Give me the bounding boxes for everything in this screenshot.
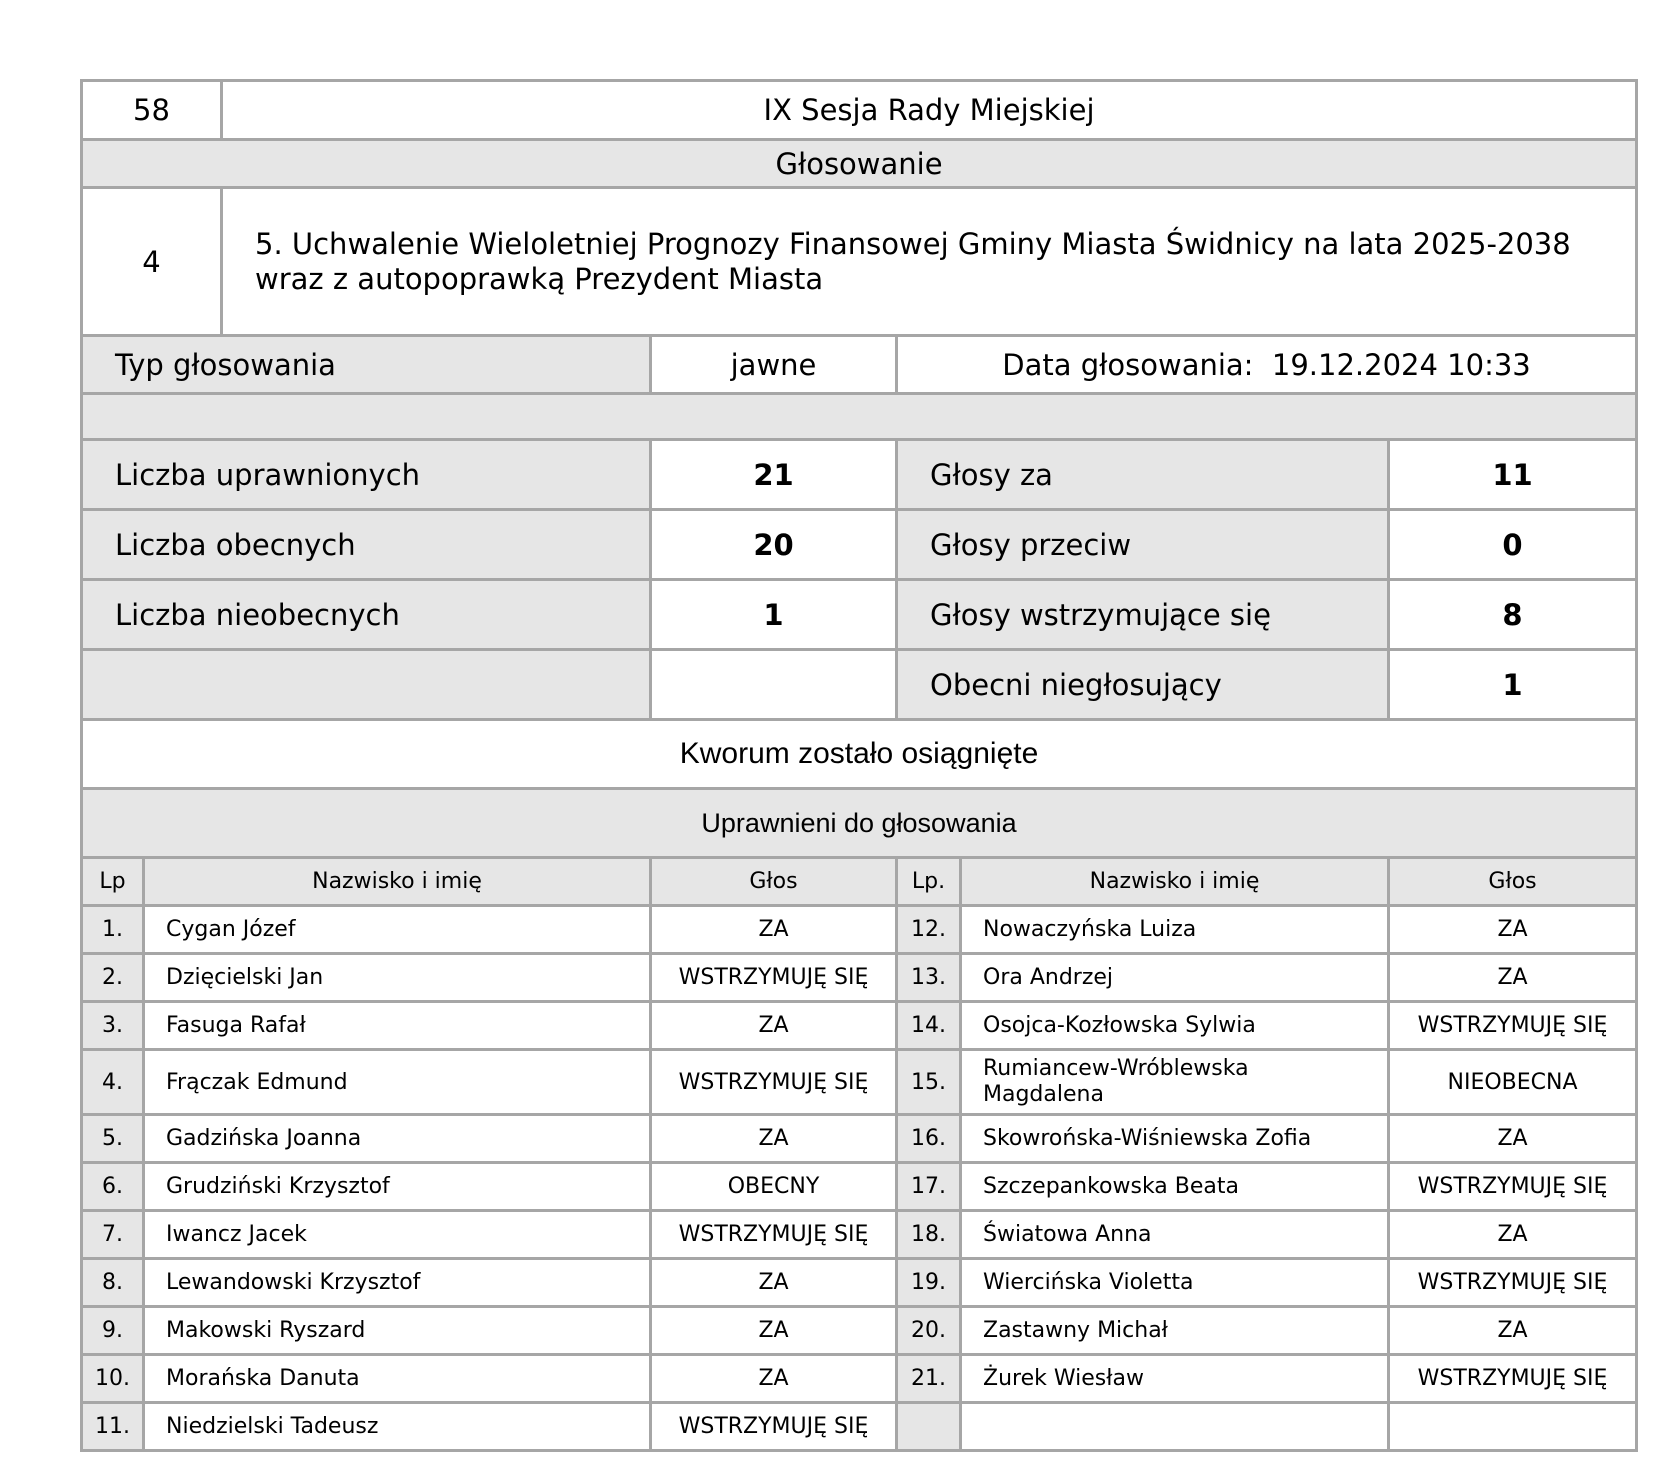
row-lp: 5. xyxy=(82,1115,144,1163)
row-vote: WSTRZYMUJĘ SIĘ xyxy=(651,1403,897,1451)
present-value: 20 xyxy=(651,510,897,580)
row-vote: ZA xyxy=(651,1259,897,1307)
row-name: Lewandowski Krzysztof xyxy=(144,1259,651,1307)
stats-row-1 xyxy=(82,440,1637,510)
row-lp: 6. xyxy=(82,1163,144,1211)
row-name: Dzięcielski Jan xyxy=(144,954,651,1002)
present-not-voting-value: 1 xyxy=(1389,650,1637,720)
vote-date-label: Data głosowania: xyxy=(1002,347,1254,382)
table-row xyxy=(82,1307,1637,1355)
row-name: Cygan Józef xyxy=(144,906,651,954)
present-label: Liczba obecnych xyxy=(82,510,651,580)
for-label: Głosy za xyxy=(897,440,1389,510)
col-name-right: Nazwisko i imię xyxy=(961,858,1389,906)
row-lp: 10. xyxy=(82,1355,144,1403)
row-vote: ZA xyxy=(651,1115,897,1163)
absent-label: Liczba nieobecnych xyxy=(82,580,651,650)
table-row xyxy=(82,906,1637,954)
abstain-value: 8 xyxy=(1389,580,1637,650)
table-row xyxy=(82,1115,1637,1163)
row-vote: WSTRZYMUJĘ SIĘ xyxy=(1389,1259,1637,1307)
row-name xyxy=(961,1403,1389,1451)
row-vote: ZA xyxy=(1389,1211,1637,1259)
row-name: Morańska Danuta xyxy=(144,1355,651,1403)
spacer-cell xyxy=(82,394,1637,440)
row-lp: 7. xyxy=(82,1211,144,1259)
item-title-line1: 5. Uchwalenie Wieloletniej Prognozy Finansowej Gminy Miasta Świdnicy na lata 2025-2038 xyxy=(255,226,1571,261)
entitled-value: 21 xyxy=(651,440,897,510)
row-name: Grudziński Krzysztof xyxy=(144,1163,651,1211)
quorum-text: Kworum zostało osiągnięte xyxy=(82,720,1637,789)
stats-row-4 xyxy=(82,650,1637,720)
table-row xyxy=(82,1211,1637,1259)
table-row xyxy=(82,1259,1637,1307)
item-number: 4 xyxy=(82,188,222,336)
vote-info-row xyxy=(82,336,1637,394)
empty-stat-value xyxy=(651,650,897,720)
row-name: Iwancz Jacek xyxy=(144,1211,651,1259)
row-vote: ZA xyxy=(1389,906,1637,954)
session-title: IX Sesja Rady Miejskiej xyxy=(222,81,1637,140)
table-row xyxy=(82,954,1637,1002)
row-name: Nowaczyńska Luiza xyxy=(961,906,1389,954)
row-name: Rumiancew-Wróblewska Magdalena xyxy=(961,1050,1389,1115)
col-lp-left: Lp xyxy=(82,858,144,906)
row-vote: WSTRZYMUJĘ SIĘ xyxy=(1389,1355,1637,1403)
row-lp: 18. xyxy=(897,1211,961,1259)
table-row xyxy=(82,1002,1637,1050)
row-vote: ZA xyxy=(651,1307,897,1355)
row-lp: 21. xyxy=(897,1355,961,1403)
absent-value: 1 xyxy=(651,580,897,650)
vote-type-label: Typ głosowania xyxy=(82,336,651,394)
entitled-title: Uprawnieni do głosowania xyxy=(82,789,1637,858)
row-name: Szczepankowska Beata xyxy=(961,1163,1389,1211)
doc-number: 58 xyxy=(82,81,222,140)
row-vote: ZA xyxy=(1389,1307,1637,1355)
table-row xyxy=(82,1403,1637,1451)
row-vote: NIEOBECNA xyxy=(1389,1050,1637,1115)
col-vote-left: Głos xyxy=(651,858,897,906)
row-name: Ora Andrzej xyxy=(961,954,1389,1002)
against-label: Głosy przeciw xyxy=(897,510,1389,580)
row-name: Frączak Edmund xyxy=(144,1050,651,1115)
row-lp: 4. xyxy=(82,1050,144,1115)
row-vote: ZA xyxy=(1389,954,1637,1002)
section-row xyxy=(82,140,1637,188)
row-vote: ZA xyxy=(651,1002,897,1050)
row-lp: 9. xyxy=(82,1307,144,1355)
entitled-label: Liczba uprawnionych xyxy=(82,440,651,510)
row-vote: ZA xyxy=(651,1355,897,1403)
row-vote xyxy=(1389,1403,1637,1451)
vote-date-value: 19.12.2024 10:33 xyxy=(1271,347,1531,382)
row-lp: 16. xyxy=(897,1115,961,1163)
row-name: Fasuga Rafał xyxy=(144,1002,651,1050)
stats-row-3 xyxy=(82,580,1637,650)
row-lp: 12. xyxy=(897,906,961,954)
row-name: Osojca-Kozłowska Sylwia xyxy=(961,1002,1389,1050)
row-name: Skowrońska-Wiśniewska Zofia xyxy=(961,1115,1389,1163)
row-lp: 1. xyxy=(82,906,144,954)
row-name: Gadzińska Joanna xyxy=(144,1115,651,1163)
row-vote: WSTRZYMUJĘ SIĘ xyxy=(1389,1163,1637,1211)
table-row xyxy=(82,1163,1637,1211)
row-lp: 8. xyxy=(82,1259,144,1307)
row-lp: 3. xyxy=(82,1002,144,1050)
section-title: Głosowanie xyxy=(82,140,1637,188)
row-lp: 11. xyxy=(82,1403,144,1451)
column-header-row xyxy=(82,858,1637,906)
row-lp xyxy=(897,1403,961,1451)
entitled-title-row xyxy=(82,789,1637,858)
quorum-row xyxy=(82,720,1637,789)
voting-table xyxy=(80,79,1638,1452)
col-name-left: Nazwisko i imię xyxy=(144,858,651,906)
present-not-voting-label: Obecni niegłosujący xyxy=(897,650,1389,720)
row-lp: 14. xyxy=(897,1002,961,1050)
col-vote-right: Głos xyxy=(1389,858,1637,906)
item-title-line2: wraz z autopoprawką Prezydent Miasta xyxy=(255,261,824,296)
row-lp: 19. xyxy=(897,1259,961,1307)
vote-type-value: jawne xyxy=(651,336,897,394)
row-vote: OBECNY xyxy=(651,1163,897,1211)
spacer-row xyxy=(82,394,1637,440)
abstain-label: Głosy wstrzymujące się xyxy=(897,580,1389,650)
table-row xyxy=(82,1050,1637,1115)
voting-document xyxy=(80,79,1608,1452)
vote-date xyxy=(897,336,1637,394)
row-lp: 20. xyxy=(897,1307,961,1355)
row-lp: 17. xyxy=(897,1163,961,1211)
item-title xyxy=(222,188,1637,336)
header-row xyxy=(82,81,1637,140)
item-row xyxy=(82,188,1637,336)
row-lp: 15. xyxy=(897,1050,961,1115)
row-vote: WSTRZYMUJĘ SIĘ xyxy=(651,954,897,1002)
empty-stat-label xyxy=(82,650,651,720)
row-vote: WSTRZYMUJĘ SIĘ xyxy=(651,1211,897,1259)
against-value: 0 xyxy=(1389,510,1637,580)
row-name: Zastawny Michał xyxy=(961,1307,1389,1355)
row-name: Światowa Anna xyxy=(961,1211,1389,1259)
table-row xyxy=(82,1355,1637,1403)
for-value: 11 xyxy=(1389,440,1637,510)
col-lp-right: Lp. xyxy=(897,858,961,906)
row-name: Makowski Ryszard xyxy=(144,1307,651,1355)
row-name: Niedzielski Tadeusz xyxy=(144,1403,651,1451)
row-vote: ZA xyxy=(1389,1115,1637,1163)
row-vote: ZA xyxy=(651,906,897,954)
stats-row-2 xyxy=(82,510,1637,580)
row-lp: 13. xyxy=(897,954,961,1002)
row-name: Żurek Wiesław xyxy=(961,1355,1389,1403)
row-lp: 2. xyxy=(82,954,144,1002)
row-vote: WSTRZYMUJĘ SIĘ xyxy=(651,1050,897,1115)
row-name: Wiercińska Violetta xyxy=(961,1259,1389,1307)
row-vote: WSTRZYMUJĘ SIĘ xyxy=(1389,1002,1637,1050)
